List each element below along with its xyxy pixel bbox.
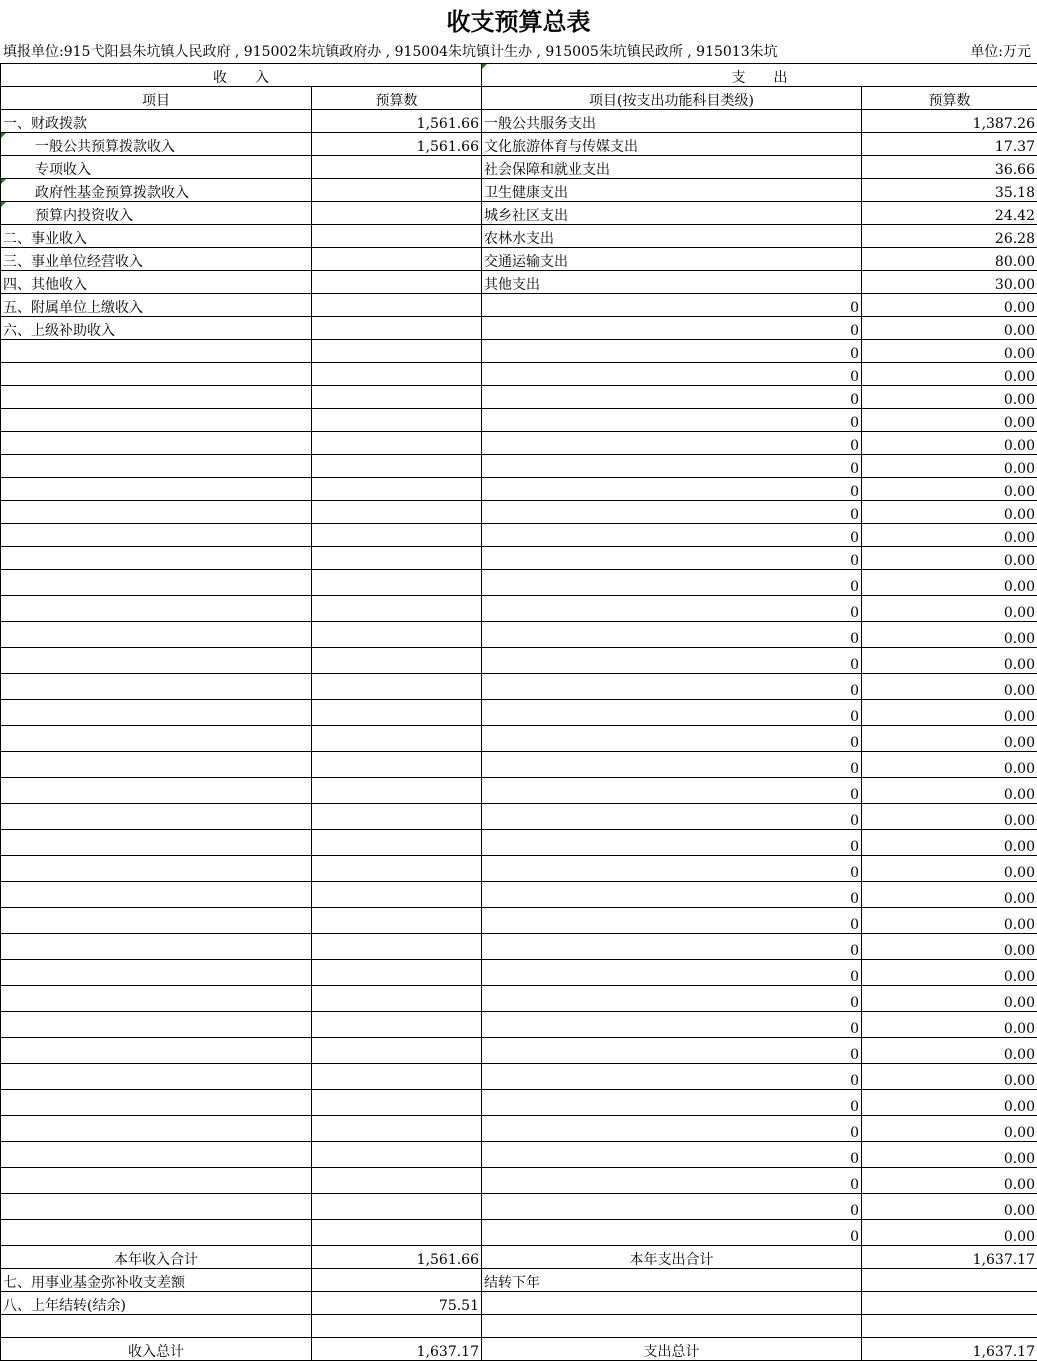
income-item-cell [1, 547, 312, 570]
table-row [1, 596, 1037, 622]
expense-item-cell: 0 [482, 1194, 862, 1220]
income-item-cell: 一般公共预算拨款收入 [1, 133, 312, 156]
table-row [1, 110, 1037, 133]
income-item-cell: 三、事业单位经营收入 [1, 248, 312, 271]
expense-item-cell: 0 [482, 986, 862, 1012]
income-item-cell [1, 622, 312, 648]
expense-budget-cell: 80.00 [862, 248, 1037, 271]
income-budget-cell [312, 363, 482, 386]
expense-budget-cell: 0.00 [862, 409, 1037, 432]
income-item-cell [1, 363, 312, 386]
income-item-cell: 二、事业收入 [1, 225, 312, 248]
expense-budget-cell: 0.00 [862, 934, 1037, 960]
table-row [1, 570, 1037, 596]
income-budget-cell [312, 986, 482, 1012]
income-item-cell [1, 478, 312, 501]
expense-section-header: 支 出 [482, 64, 1037, 87]
income-budget-cell [312, 409, 482, 432]
expense-budget-cell: 0.00 [862, 363, 1037, 386]
income-budget-header: 预算数 [312, 87, 482, 110]
blank-row [1, 1315, 1037, 1338]
expense-budget-cell: 30.00 [862, 271, 1037, 294]
income-item-cell: 专项收入 [1, 156, 312, 179]
income-item-cell [1, 1116, 312, 1142]
expense-budget-cell: 0.00 [862, 478, 1037, 501]
income-budget-cell [312, 202, 482, 225]
expense-budget-cell: 0.00 [862, 1168, 1037, 1194]
income-budget-cell [312, 1064, 482, 1090]
expense-budget-cell: 24.42 [862, 202, 1037, 225]
expense-budget-cell: 0.00 [862, 340, 1037, 363]
expense-item-cell: 0 [482, 1064, 862, 1090]
income-budget-cell [312, 622, 482, 648]
expense-item-cell: 城乡社区支出 [482, 202, 862, 225]
expense-item-cell: 0 [482, 960, 862, 986]
income-budget-cell [312, 596, 482, 622]
expense-budget-cell: 0.00 [862, 1220, 1037, 1246]
income-item-cell [1, 386, 312, 409]
income-budget-cell [312, 570, 482, 596]
income-budget-cell [312, 524, 482, 547]
income-budget-cell [312, 934, 482, 960]
income-budget-cell [312, 1116, 482, 1142]
expense-item-cell: 0 [482, 1142, 862, 1168]
table-row [1, 1012, 1037, 1038]
expense-item-cell: 0 [482, 547, 862, 570]
expense-budget-cell: 0.00 [862, 596, 1037, 622]
income-budget-cell: 1,561.66 [312, 133, 482, 156]
expense-budget-cell: 0.00 [862, 1090, 1037, 1116]
expense-item-cell: 0 [482, 409, 862, 432]
table-row [1, 960, 1037, 986]
blank-cell [482, 1315, 862, 1338]
income-item-cell [1, 1038, 312, 1064]
income-budget-cell [312, 882, 482, 908]
expense-year-total-value: 1,637.17 [862, 1246, 1037, 1269]
table-row [1, 340, 1037, 363]
carry-next-label: 结转下年 [482, 1269, 862, 1292]
expense-item-cell: 0 [482, 908, 862, 934]
table-row [1, 248, 1037, 271]
income-item-cell [1, 1012, 312, 1038]
table-row [1, 317, 1037, 340]
income-item-cell [1, 986, 312, 1012]
income-budget-cell [312, 726, 482, 752]
income-item-cell [1, 340, 312, 363]
blank-cell [482, 1292, 862, 1315]
income-budget-cell [312, 1142, 482, 1168]
expense-budget-cell: 0.00 [862, 547, 1037, 570]
income-item-cell: 四、其他收入 [1, 271, 312, 294]
expense-budget-cell: 0.00 [862, 1142, 1037, 1168]
income-budget-cell [312, 340, 482, 363]
expense-item-cell: 0 [482, 1090, 862, 1116]
expense-budget-cell: 0.00 [862, 317, 1037, 340]
income-item-cell: 五、附属单位上缴收入 [1, 294, 312, 317]
income-budget-cell [312, 1168, 482, 1194]
expense-item-cell: 0 [482, 294, 862, 317]
table-row [1, 409, 1037, 432]
table-row [1, 179, 1037, 202]
income-year-total-label: 本年收入合计 [1, 1246, 312, 1269]
table-row [1, 1064, 1037, 1090]
expense-budget-cell: 0.00 [862, 882, 1037, 908]
table-row [1, 830, 1037, 856]
expense-item-cell: 农林水支出 [482, 225, 862, 248]
table-row [1, 271, 1037, 294]
income-item-cell [1, 524, 312, 547]
income-item-cell [1, 856, 312, 882]
table-row [1, 1038, 1037, 1064]
grand-total-row [1, 1338, 1037, 1361]
income-item-cell [1, 830, 312, 856]
income-item-cell [1, 960, 312, 986]
table-row [1, 432, 1037, 455]
table-row [1, 156, 1037, 179]
expense-item-cell: 0 [482, 778, 862, 804]
fund-row [1, 1269, 1037, 1292]
expense-item-cell: 0 [482, 524, 862, 547]
expense-budget-cell: 0.00 [862, 1038, 1037, 1064]
expense-budget-cell: 0.00 [862, 386, 1037, 409]
income-item-cell [1, 674, 312, 700]
income-item-cell [1, 432, 312, 455]
table-row [1, 986, 1037, 1012]
expense-item-cell: 社会保障和就业支出 [482, 156, 862, 179]
fund-label: 七、用事业基金弥补收支差额 [1, 1269, 312, 1292]
expense-budget-cell: 0.00 [862, 830, 1037, 856]
expense-budget-cell: 0.00 [862, 986, 1037, 1012]
table-row [1, 363, 1037, 386]
income-budget-cell [312, 432, 482, 455]
table-row [1, 648, 1037, 674]
table-row [1, 501, 1037, 524]
income-budget-cell [312, 1090, 482, 1116]
expense-item-cell: 0 [482, 386, 862, 409]
expense-budget-cell: 0.00 [862, 570, 1037, 596]
table-row [1, 1116, 1037, 1142]
income-item-header: 项目 [1, 87, 312, 110]
prev-carry-row [1, 1292, 1037, 1315]
expense-budget-cell: 0.00 [862, 432, 1037, 455]
blank-cell [862, 1292, 1037, 1315]
income-item-cell [1, 778, 312, 804]
income-budget-cell [312, 294, 482, 317]
income-item-cell [1, 1064, 312, 1090]
prev-carry-value: 75.51 [312, 1292, 482, 1315]
section-header-row [1, 64, 1037, 87]
expense-budget-cell: 0.00 [862, 622, 1037, 648]
expense-item-cell: 0 [482, 752, 862, 778]
income-item-cell [1, 908, 312, 934]
income-budget-cell [312, 455, 482, 478]
expense-budget-cell: 0.00 [862, 752, 1037, 778]
table-row [1, 726, 1037, 752]
income-budget-cell [312, 674, 482, 700]
table-row [1, 455, 1037, 478]
table-row [1, 1090, 1037, 1116]
income-budget-cell [312, 648, 482, 674]
table-row [1, 934, 1037, 960]
expense-item-cell: 0 [482, 317, 862, 340]
income-budget-cell [312, 248, 482, 271]
blank-cell [312, 1315, 482, 1338]
blank-cell [1, 1315, 312, 1338]
table-row [1, 622, 1037, 648]
table-row [1, 524, 1037, 547]
expense-budget-cell: 0.00 [862, 1064, 1037, 1090]
expense-budget-cell: 0.00 [862, 700, 1037, 726]
income-item-cell [1, 752, 312, 778]
reporting-unit: 填报单位:915弋阳县朱坑镇人民政府 , 915002朱坑镇政府办 , 915004朱坑镇计生办 , 915005朱坑镇民政所 , 915013朱坑 [3, 42, 865, 62]
income-item-cell [1, 570, 312, 596]
year-total-row [1, 1246, 1037, 1269]
expense-budget-cell: 0.00 [862, 960, 1037, 986]
table-row [1, 202, 1037, 225]
expense-budget-cell: 0.00 [862, 778, 1037, 804]
expense-budget-cell: 1,387.26 [862, 110, 1037, 133]
table-row [1, 547, 1037, 570]
expense-budget-cell: 17.37 [862, 133, 1037, 156]
table-row [1, 1142, 1037, 1168]
table-row [1, 1194, 1037, 1220]
income-grand-total-label: 收入总计 [1, 1338, 312, 1361]
expense-budget-cell: 0.00 [862, 501, 1037, 524]
expense-item-cell: 0 [482, 1012, 862, 1038]
table-row [1, 133, 1037, 156]
income-item-cell [1, 455, 312, 478]
expense-item-cell: 0 [482, 648, 862, 674]
income-budget-cell [312, 386, 482, 409]
expense-budget-cell: 0.00 [862, 1194, 1037, 1220]
blank-cell [862, 1315, 1037, 1338]
income-item-cell [1, 934, 312, 960]
table-row [1, 856, 1037, 882]
expense-budget-cell: 0.00 [862, 674, 1037, 700]
income-item-cell [1, 726, 312, 752]
income-budget-cell [312, 1194, 482, 1220]
table-row [1, 752, 1037, 778]
expense-item-header: 项目(按支出功能科目类级) [482, 87, 862, 110]
budget-table [0, 63, 1037, 1361]
expense-item-cell: 0 [482, 622, 862, 648]
income-budget-cell: 1,561.66 [312, 110, 482, 133]
income-item-cell [1, 1090, 312, 1116]
income-budget-cell [312, 1220, 482, 1246]
income-item-cell: 一、财政拨款 [1, 110, 312, 133]
income-budget-cell [312, 225, 482, 248]
fund-value [312, 1269, 482, 1292]
page-title: 收支预算总表 [0, 4, 1037, 40]
income-budget-cell [312, 856, 482, 882]
expense-item-cell: 0 [482, 1220, 862, 1246]
income-budget-cell [312, 1012, 482, 1038]
income-budget-cell [312, 271, 482, 294]
income-budget-cell [312, 501, 482, 524]
expense-budget-cell: 0.00 [862, 856, 1037, 882]
income-budget-cell [312, 778, 482, 804]
expense-item-cell: 0 [482, 856, 862, 882]
income-section-header: 收 入 [1, 64, 482, 87]
expense-budget-cell: 0.00 [862, 648, 1037, 674]
expense-item-cell: 0 [482, 596, 862, 622]
expense-item-cell: 0 [482, 432, 862, 455]
income-budget-cell [312, 179, 482, 202]
table-row [1, 674, 1037, 700]
expense-grand-total-value: 1,637.17 [862, 1338, 1037, 1361]
expense-item-cell: 0 [482, 674, 862, 700]
income-item-cell [1, 1142, 312, 1168]
income-budget-cell [312, 1038, 482, 1064]
income-budget-cell [312, 960, 482, 986]
expense-budget-cell: 0.00 [862, 455, 1037, 478]
expense-item-cell: 0 [482, 1038, 862, 1064]
income-item-cell [1, 596, 312, 622]
expense-item-cell: 一般公共服务支出 [482, 110, 862, 133]
expense-budget-cell: 0.00 [862, 726, 1037, 752]
income-item-cell [1, 409, 312, 432]
income-budget-cell [312, 156, 482, 179]
expense-item-cell: 0 [482, 340, 862, 363]
table-row [1, 804, 1037, 830]
expense-budget-cell: 0.00 [862, 294, 1037, 317]
income-budget-cell [312, 478, 482, 501]
expense-budget-cell: 0.00 [862, 524, 1037, 547]
expense-item-cell: 0 [482, 1168, 862, 1194]
income-item-cell [1, 700, 312, 726]
expense-item-cell: 0 [482, 363, 862, 386]
expense-item-cell: 0 [482, 882, 862, 908]
income-item-cell: 政府性基金预算拨款收入 [1, 179, 312, 202]
expense-item-cell: 0 [482, 501, 862, 524]
income-item-cell [1, 648, 312, 674]
table-row [1, 478, 1037, 501]
income-budget-cell [312, 700, 482, 726]
income-item-cell [1, 1168, 312, 1194]
income-item-cell [1, 804, 312, 830]
currency-unit: 单位:万元 [970, 42, 1031, 62]
income-budget-cell [312, 830, 482, 856]
income-grand-total-value: 1,637.17 [312, 1338, 482, 1361]
expense-item-cell: 0 [482, 1116, 862, 1142]
expense-budget-cell: 26.28 [862, 225, 1037, 248]
expense-budget-cell: 0.00 [862, 1012, 1037, 1038]
income-budget-cell [312, 317, 482, 340]
expense-item-cell: 0 [482, 804, 862, 830]
report-header-line [3, 42, 1033, 62]
table-row [1, 1220, 1037, 1246]
expense-budget-cell: 35.18 [862, 179, 1037, 202]
table-row [1, 294, 1037, 317]
table-row [1, 386, 1037, 409]
income-item-cell: 六、上级补助收入 [1, 317, 312, 340]
expense-item-cell: 0 [482, 455, 862, 478]
expense-budget-cell: 0.00 [862, 1116, 1037, 1142]
table-row [1, 778, 1037, 804]
expense-item-cell: 0 [482, 700, 862, 726]
expense-item-cell: 0 [482, 478, 862, 501]
expense-budget-header: 预算数 [862, 87, 1037, 110]
expense-budget-cell: 36.66 [862, 156, 1037, 179]
expense-grand-total-label: 支出总计 [482, 1338, 862, 1361]
income-item-cell: 预算内投资收入 [1, 202, 312, 225]
expense-budget-cell: 0.00 [862, 908, 1037, 934]
expense-item-cell: 卫生健康支出 [482, 179, 862, 202]
table-row [1, 908, 1037, 934]
income-budget-cell [312, 752, 482, 778]
expense-item-cell: 0 [482, 726, 862, 752]
income-year-total-value: 1,561.66 [312, 1246, 482, 1269]
table-row [1, 882, 1037, 908]
income-item-cell [1, 882, 312, 908]
column-header-row [1, 87, 1037, 110]
table-row [1, 225, 1037, 248]
prev-carry-label: 八、上年结转(结余) [1, 1292, 312, 1315]
expense-year-total-label: 本年支出合计 [482, 1246, 862, 1269]
income-item-cell [1, 1194, 312, 1220]
table-row [1, 700, 1037, 726]
expense-item-cell: 交通运输支出 [482, 248, 862, 271]
income-item-cell [1, 1220, 312, 1246]
income-budget-cell [312, 908, 482, 934]
expense-item-cell: 0 [482, 570, 862, 596]
table-row [1, 1168, 1037, 1194]
carry-next-value [862, 1269, 1037, 1292]
income-item-cell [1, 501, 312, 524]
income-budget-cell [312, 804, 482, 830]
income-budget-cell [312, 547, 482, 570]
expense-item-cell: 0 [482, 934, 862, 960]
expense-budget-cell: 0.00 [862, 804, 1037, 830]
expense-item-cell: 文化旅游体育与传媒支出 [482, 133, 862, 156]
expense-item-cell: 0 [482, 830, 862, 856]
expense-item-cell: 其他支出 [482, 271, 862, 294]
